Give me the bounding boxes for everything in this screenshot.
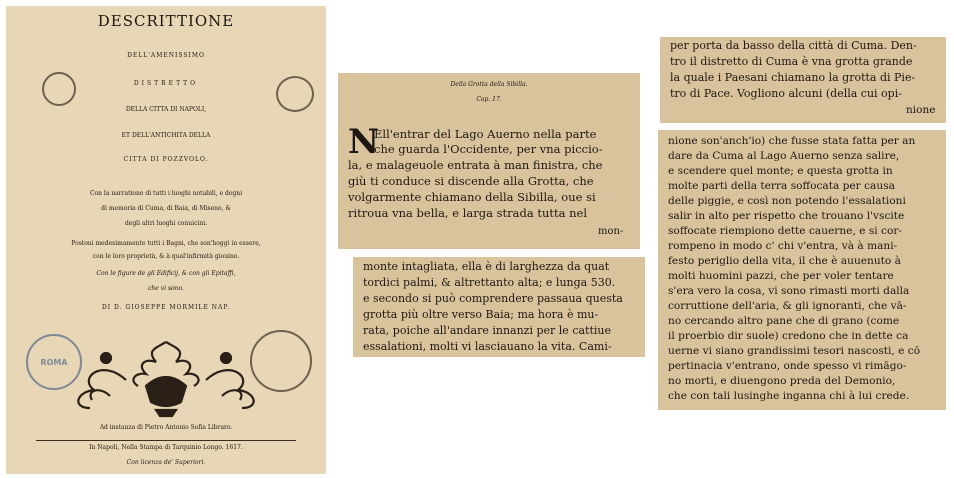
title-line-10: con le loro proprietà, & à qual'infirmità giouino. [92, 253, 240, 260]
chapter-line-5: volgarmente chiamano della Sibilla, oue si [348, 190, 596, 204]
library-stamp-top-left-icon [42, 72, 76, 106]
title-line-7: di memoria di Cuma, di Baia, di Miseno, & [101, 205, 231, 212]
fragment2-line-4: grotta più oltre verso Baia; ma hora è mu- [363, 308, 599, 321]
chapter-line-2: che guarda l'Occidente, per vna piccio- [374, 142, 603, 156]
fragment4-line-11: s'era vero la cosa, vi sono rimasti morti dalla [668, 285, 910, 297]
fragment4-line-4: molte parti della terra soffocata per causa [668, 180, 895, 192]
chapter-line-7: mon- [598, 226, 624, 237]
fragment4-line-1: nione son'anch'io) che fusse stata fatta per an [668, 135, 916, 147]
title-line-11: Con le figure de gli Edificij, & con gli Epitaffi, [96, 270, 236, 277]
title-line-2: DISTRETTO [133, 80, 199, 87]
fragment2-line-5: rata, poiche all'andare innanzi per le cattiue [363, 324, 611, 337]
stamp-text: ROMA [40, 357, 68, 367]
fragment4-line-7: soffocate riempiono dette cauerne, e si cor- [668, 225, 902, 237]
drop-cap: N [348, 122, 380, 162]
library-stamp-top-right-icon [276, 76, 314, 112]
fragment4-line-8: rompeno in modo c' chi v'entra, và à mani- [668, 240, 898, 252]
text-fragment-4 [658, 130, 946, 410]
fragment4-line-3: e scendere quel monte; e questa grotta in [668, 165, 893, 177]
fragment4-line-16: pertinacia v'entrano, onde spesso vi rimāgo- [668, 360, 907, 372]
fragment4-line-17: no morti, e diuengono preda del Demonio, [668, 375, 896, 387]
fragment3-line-4: tro di Pace. Vogliono alcuni (della cui opi- [670, 87, 902, 100]
title-line-9: Postoui medesimamente tutti i Bagni, che son'hoggi in essere, [71, 240, 261, 247]
fragment4-line-9: festo periglio della vita, il che è auuenuto à [668, 255, 901, 267]
fragment2-line-6: essalationi, molti vi lasciauano la vita. Cami- [363, 340, 612, 353]
fragment3-line-2: tro il distretto di Cuma è vna grotta grande [670, 55, 913, 68]
library-stamp-left-icon [26, 334, 82, 390]
chapter-line-6: ritroua vna bella, e larga strada tutta nel [348, 206, 588, 220]
title-line-5: CITTA DI POZZVOLO. [123, 156, 209, 163]
fragment3-line-3: la quale i Paesani chiamano la grotta di Pie- [670, 71, 916, 84]
fragment4-line-14: il proerbio dir suole) credono che in dette ca [668, 330, 909, 342]
fragment3-line-1: per porta da basso della città di Cuma. Den- [670, 39, 917, 52]
fragment2-line-3: e secondo si può comprendere passaua questa [363, 292, 623, 305]
chapter-fragment [338, 73, 640, 249]
imprint-line-2: In Napoli, Nella Stampa di Tarquinio Longo. 1617. [89, 444, 243, 451]
title-line-12: che vi sono. [148, 285, 184, 292]
chapter-number: Cap. 17. [476, 96, 502, 103]
fragment4-line-18: che con tali lusinghe inganna chi à lui crede. [668, 390, 910, 402]
book-title: DESCRITTIONE [97, 12, 235, 30]
chapter-heading: Della Grotta della Sibilla. [450, 81, 528, 88]
title-line-6: Con la narratione di tutti i luoghi notabili, e degni [89, 190, 243, 197]
fragment4-line-10: molti huomini pazzi, che per voler tentare [668, 270, 894, 282]
title-line-8: degli altri luoghi conuicini. [124, 220, 208, 227]
fragment4-line-15: uerne vi siano grandissimi tesori nascosti, e cō [668, 345, 921, 357]
author-line: DI D. GIOSEPPE MORMILE NAP. [101, 304, 231, 311]
title-line-1: DELL'AMENISSIMO [127, 52, 205, 59]
text-fragment-2 [353, 257, 645, 357]
fragment4-line-13: no cercando altro pane che di grano (come [668, 315, 900, 327]
imprint-divider [36, 440, 296, 441]
imprint-line-3: Con licenza de' Superiori. [126, 459, 206, 466]
library-stamp-right-icon [250, 330, 312, 392]
fragment3-line-5: nione [906, 104, 936, 116]
imprint-line-1: Ad instanza di Pietro Antonio Sofia Libraro. [99, 424, 233, 431]
title-line-3: DELLA CITTA DI NAPOLI, [125, 106, 207, 113]
chapter-line-3: la, e malageuole entrata à man finistra, che [348, 158, 603, 172]
text-fragment-3 [660, 37, 946, 123]
title-page [6, 6, 326, 474]
fragment4-line-6: salir in alto per rispetto che trouano l'vscite [668, 210, 905, 222]
fragment2-line-1: monte intagliata, ella è di larghezza da quat [363, 260, 610, 273]
chapter-line-1: Ell'entrar del Lago Auerno nella parte [374, 127, 597, 141]
fragment4-line-12: corruttione dell'aria, & gli ignoranti, che vā- [668, 300, 907, 312]
title-line-4: ET DELL'ANTICHITA DELLA [121, 132, 211, 139]
chapter-line-4: giù ti conduce si discende alla Grotta, che [348, 174, 594, 188]
fragment2-line-2: tordici palmi, & altrettanto alta; e lunga 530. [363, 276, 616, 289]
fragment4-line-2: dare da Cuma al Lago Auerno senza salire, [668, 150, 900, 162]
fragment4-line-5: delle piggie, e così non potendo l'essalationi [668, 195, 906, 207]
